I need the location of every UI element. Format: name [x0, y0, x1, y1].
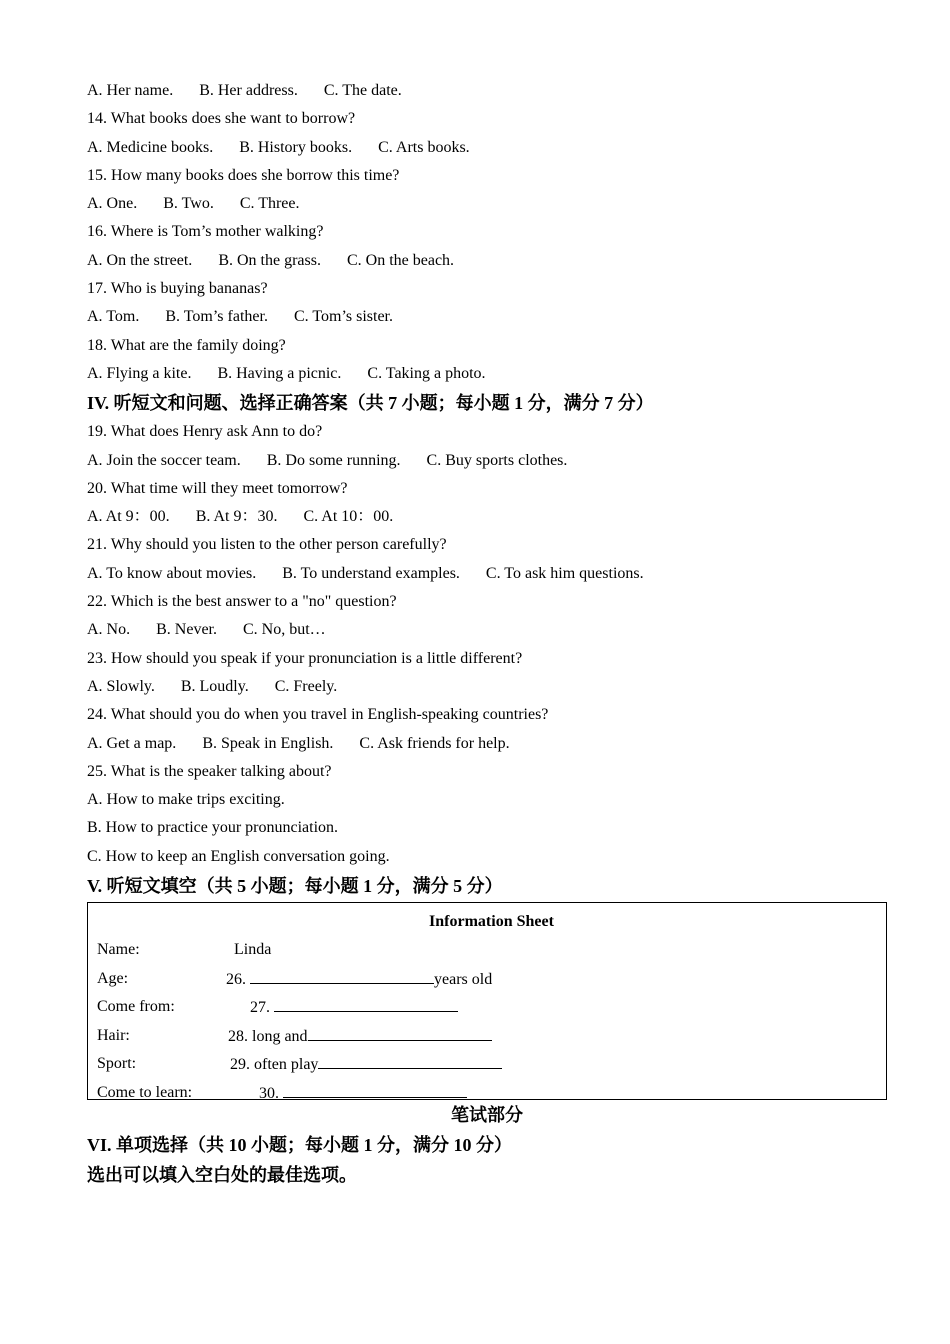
q17-question: 17. Who is buying bananas? — [87, 280, 268, 298]
q22-options — [87, 616, 887, 644]
option-b: B. History books. — [239, 138, 353, 156]
info-value-group — [228, 1022, 492, 1052]
information-sheet-title: Information Sheet — [429, 913, 554, 931]
answer-blank-27[interactable] — [274, 993, 458, 1012]
option-b: B. Do some running. — [266, 451, 401, 469]
info-value-group — [250, 993, 458, 1023]
info-value-group — [230, 1050, 502, 1080]
q16-question: 16. Where is Tom’s mother walking? — [87, 223, 324, 241]
option-a: A. Tom. — [87, 308, 140, 326]
option-a: A. Flying a kite. — [87, 364, 192, 382]
q16-options — [87, 247, 887, 275]
info-prefix: 29. often play — [230, 1056, 319, 1074]
section-4-heading: IV. 听短文和问题、选择正确答案（共 7 小题；每小题 1 分，满分 7 分） — [87, 393, 654, 414]
info-row-hair — [97, 1022, 886, 1051]
q15-question: 15. How many books does she borrow this time? — [87, 166, 400, 184]
q20-question: 20. What time will they meet tomorrow? — [87, 479, 348, 497]
option-a: A. On the street. — [87, 251, 193, 269]
info-row-sport — [97, 1050, 886, 1079]
info-value-group — [259, 1079, 467, 1109]
section-6-instruction: 选出可以填入空白处的最佳选项。 — [87, 1165, 357, 1186]
info-prefix: 28. long and — [228, 1027, 308, 1045]
option-a: A. Join the soccer team. — [87, 451, 241, 469]
section-6-heading: VI. 单项选择（共 10 小题；每小题 1 分，满分 10 分） — [87, 1135, 513, 1156]
answer-blank-30[interactable] — [283, 1079, 467, 1098]
option-c: C. Three. — [239, 195, 300, 213]
info-label: Age: — [97, 969, 129, 987]
option-b: B. To understand examples. — [282, 564, 460, 582]
option-b: B. Two. — [163, 195, 214, 213]
option-c: C. Taking a photo. — [367, 364, 486, 382]
answer-blank-28[interactable] — [308, 1022, 492, 1041]
q25-option-c: C. How to keep an English conversation going. — [87, 847, 390, 865]
option-c: C. At 10：00. — [303, 508, 394, 526]
option-a: A. Get a map. — [87, 734, 177, 752]
q25-option-a: A. How to make trips exciting. — [87, 791, 285, 809]
q23-question: 23. How should you speak if your pronunciation is a little different? — [87, 649, 523, 667]
option-b: B. Loudly. — [180, 677, 249, 695]
q19-question: 19. What does Henry ask Ann to do? — [87, 423, 323, 441]
info-prefix: 26. — [226, 970, 246, 988]
q14-options — [87, 134, 887, 162]
option-a: A. One. — [87, 195, 138, 213]
option-c: C. Ask friends for help. — [359, 734, 510, 752]
q17-options — [87, 303, 887, 331]
option-b: B. Having a picnic. — [217, 364, 342, 382]
option-c: C. Buy sports clothes. — [426, 451, 568, 469]
q18-question: 18. What are the family doing? — [87, 336, 286, 354]
option-b: B. Her address. — [199, 82, 298, 99]
info-value: Linda — [234, 941, 272, 959]
option-b: B. Tom’s father. — [165, 308, 268, 326]
answer-blank-26[interactable] — [250, 965, 434, 984]
q25-option-b: B. How to practice your pronunciation. — [87, 819, 339, 837]
section-5-heading: V. 听短文填空（共 5 小题；每小题 1 分，满分 5 分） — [87, 876, 503, 897]
info-prefix: 27. — [250, 999, 270, 1017]
q24-options — [87, 730, 887, 758]
option-b: B. On the grass. — [218, 251, 321, 269]
option-c: C. The date. — [323, 82, 402, 99]
option-c: C. Arts books. — [378, 138, 470, 156]
q18-options — [87, 360, 887, 388]
option-a: A. Medicine books. — [87, 138, 214, 156]
q23-options — [87, 673, 887, 701]
option-c: C. Freely. — [274, 677, 338, 695]
option-b: B. Speak in English. — [202, 734, 334, 752]
q15-options — [87, 190, 887, 218]
info-suffix: years old — [434, 970, 493, 988]
info-label: Come from: — [97, 998, 175, 1016]
info-prefix: 30. — [259, 1084, 279, 1102]
q25-question: 25. What is the speaker talking about? — [87, 762, 332, 780]
written-part-heading: 笔试部分 — [451, 1105, 523, 1126]
q24-question: 24. What should you do when you travel in English-speaking countries? — [87, 706, 549, 724]
option-a: A. At 9：00. — [87, 508, 170, 526]
option-c: C. On the beach. — [346, 251, 455, 269]
q19-options — [87, 447, 887, 475]
option-a: A. No. — [87, 621, 131, 639]
info-row-come-to-learn — [97, 1079, 886, 1108]
q14-question: 14. What books does she want to borrow? — [87, 110, 356, 128]
option-b: B. Never. — [156, 621, 217, 639]
info-row-name — [97, 936, 886, 965]
info-row-come-from — [97, 993, 886, 1022]
answer-blank-29[interactable] — [318, 1050, 502, 1069]
info-label: Sport: — [97, 1055, 137, 1073]
option-b: B. At 9：30. — [195, 508, 278, 526]
info-label: Name: — [97, 941, 140, 959]
option-a: A. To know about movies. — [87, 564, 257, 582]
info-label: Come to learn: — [97, 1083, 193, 1101]
information-sheet — [87, 902, 887, 1100]
option-c: C. To ask him questions. — [485, 564, 644, 582]
exam-content — [87, 77, 887, 1190]
q20-options — [87, 503, 887, 531]
q21-options — [87, 560, 887, 588]
q13-options — [87, 77, 887, 105]
option-a: A. Slowly. — [87, 677, 155, 695]
info-value-group — [226, 965, 492, 995]
option-c: C. No, but… — [242, 621, 326, 639]
option-c: C. Tom’s sister. — [293, 308, 393, 326]
info-row-age — [97, 965, 886, 994]
q21-question: 21. Why should you listen to the other person carefully? — [87, 536, 447, 554]
q22-question: 22. Which is the best answer to a "no" question? — [87, 593, 397, 611]
option-a: A. Her name. — [87, 82, 174, 99]
info-label: Hair: — [97, 1026, 130, 1044]
